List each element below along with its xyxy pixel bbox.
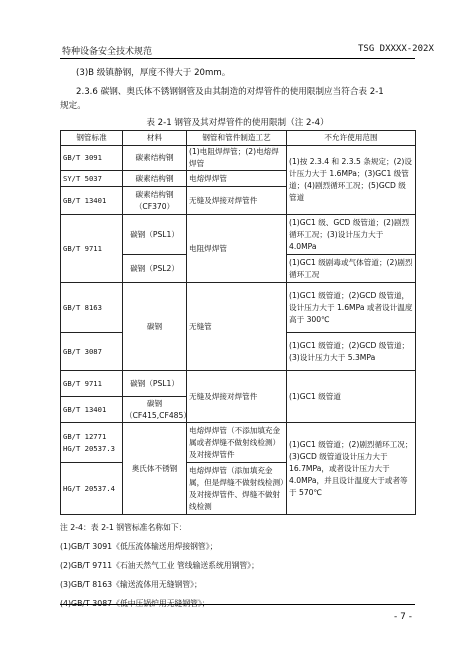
header-code: TSG DXXXX-202X [358, 44, 434, 54]
page-number: - 7 - [394, 612, 412, 622]
cell-material: 碳钢（PSL2） [123, 255, 187, 283]
cell-restriction: (1)GC1 级管道；(2)GCD 级管道；(3)设计压力大于 5.3MPa [287, 333, 416, 371]
header-cell-material: 材料 [123, 131, 187, 146]
cell-standard: GB/T 12771 HG/T 20537.3 [61, 423, 123, 463]
cell-restriction: (1)GC1 级管道；(2)GCD 级管道，设计压力大于 1.6MPa 或者设计温度高于 300℃ [287, 283, 416, 333]
header-cell-process: 钢管和管件制造工艺 [187, 131, 287, 146]
header-rule [60, 58, 415, 59]
cell-process: (1)电阻焊焊管；(2)电熔焊焊管 [187, 146, 287, 171]
footer-rule [60, 604, 415, 605]
cell-process: 电熔焊焊管（不添加填充金属或者焊缝不做射线检测）及对接焊管件 [187, 423, 287, 463]
cell-standard: GB/T 13401 [61, 397, 123, 423]
note-item: (1)GB/T 3091《低压流体输送用焊接钢管》； [60, 542, 218, 551]
cell-process: 无缝管 [187, 283, 287, 371]
cell-material: 碳素结构钢 [123, 171, 187, 187]
paragraph-2-3-6-line1: 2.3.6 碳钢、奥氏体不锈钢钢管及由其制造的对焊管件的使用限制应当符合表 2-1 [76, 87, 384, 97]
note-title: 注 2-4：表 2-1 钢管标准名称如下： [60, 523, 187, 532]
table-header-row [61, 131, 416, 146]
table-caption: 表 2-1 钢管及其对焊管件的使用限制（注 2-4） [146, 118, 329, 128]
cell-process: 无缝及焊接对焊管件 [187, 371, 287, 423]
cell-restriction: (1)按 2.3.4 和 2.3.5 条规定；(2)设计压力大于 1.6MPa；(3)GC1 级管道；(4)剧烈循环工况；(5)GCD 级管道 [287, 146, 416, 215]
cell-restriction: (1)GC1 级管道 [287, 371, 416, 423]
cell-process: 电熔焊焊管（添加填充金属，但是焊缝不做射线检测）及对接焊管件、焊缝不做射线检测 [187, 463, 287, 515]
restriction-table [60, 130, 416, 515]
cell-restriction: (1)GC1 级剧毒或气体管道；(2)剧烈循环工况 [287, 255, 416, 283]
header-title: 特种设备安全技术规范 [62, 47, 153, 57]
header-cell-restriction: 不允许使用范围 [287, 131, 416, 146]
table-row [61, 423, 416, 463]
cell-process: 电阻焊焊管 [187, 215, 287, 283]
cell-material: 碳素结构钢（CF370） [123, 187, 187, 215]
cell-standard: GB/T 9711 [61, 371, 123, 397]
table-row [61, 215, 416, 255]
table-row [61, 283, 416, 333]
cell-material: 碳钢（PSL1） [123, 215, 187, 255]
cell-material: 奥氏体不锈钢 [123, 423, 187, 515]
table-notes [60, 518, 259, 613]
cell-material: 碳素结构钢 [123, 146, 187, 171]
cell-material: 碳钢（PSL1） [123, 371, 187, 397]
cell-restriction: (1)GC1 级管道；(2)剧烈循环工况；(3)GCD 级管道设计压力大于 16.7MPa，或者设计压力大于 4.0MPa，并且设计温度大于或者等于 570℃ [287, 423, 416, 515]
cell-standard: GB/T 13401 [61, 187, 123, 215]
cell-standard: SY/T 5037 [61, 171, 123, 187]
cell-standard: GB/T 9711 [61, 215, 123, 283]
paragraph-2-3-6-line2: 规定。 [60, 101, 86, 111]
note-item: (2)GB/T 9711《石油天然气工业 管线输送系统用钢管》； [60, 561, 259, 570]
cell-restriction: (1)GC1 级、GCD 级管道；(2)剧烈循环工况；(3)设计压力大于 4.0MPa [287, 215, 416, 255]
cell-standard: GB/T 3087 [61, 333, 123, 371]
note-item: (3)GB/T 8163《输送流体用无缝钢管》； [60, 580, 202, 589]
cell-standard: GB/T 3091 [61, 146, 123, 171]
cell-process: 无缝及焊接对焊管件 [187, 187, 287, 215]
table-row [61, 146, 416, 171]
cell-material: 碳钢（CF415,CF485） [123, 397, 187, 423]
cell-standard: HG/T 20537.4 [61, 463, 123, 515]
note-item: (4)GB/T 3087《低中压锅炉用无缝钢管》； [60, 599, 210, 608]
cell-material: 碳钢 [123, 283, 187, 371]
table-row [61, 371, 416, 397]
header-cell-standard: 钢管标准 [61, 131, 123, 146]
paragraph-item-3: (3)B 级镇静钢，厚度不得大于 20mm。 [76, 68, 231, 78]
cell-process: 电熔焊焊管 [187, 171, 287, 187]
cell-standard: GB/T 8163 [61, 283, 123, 333]
